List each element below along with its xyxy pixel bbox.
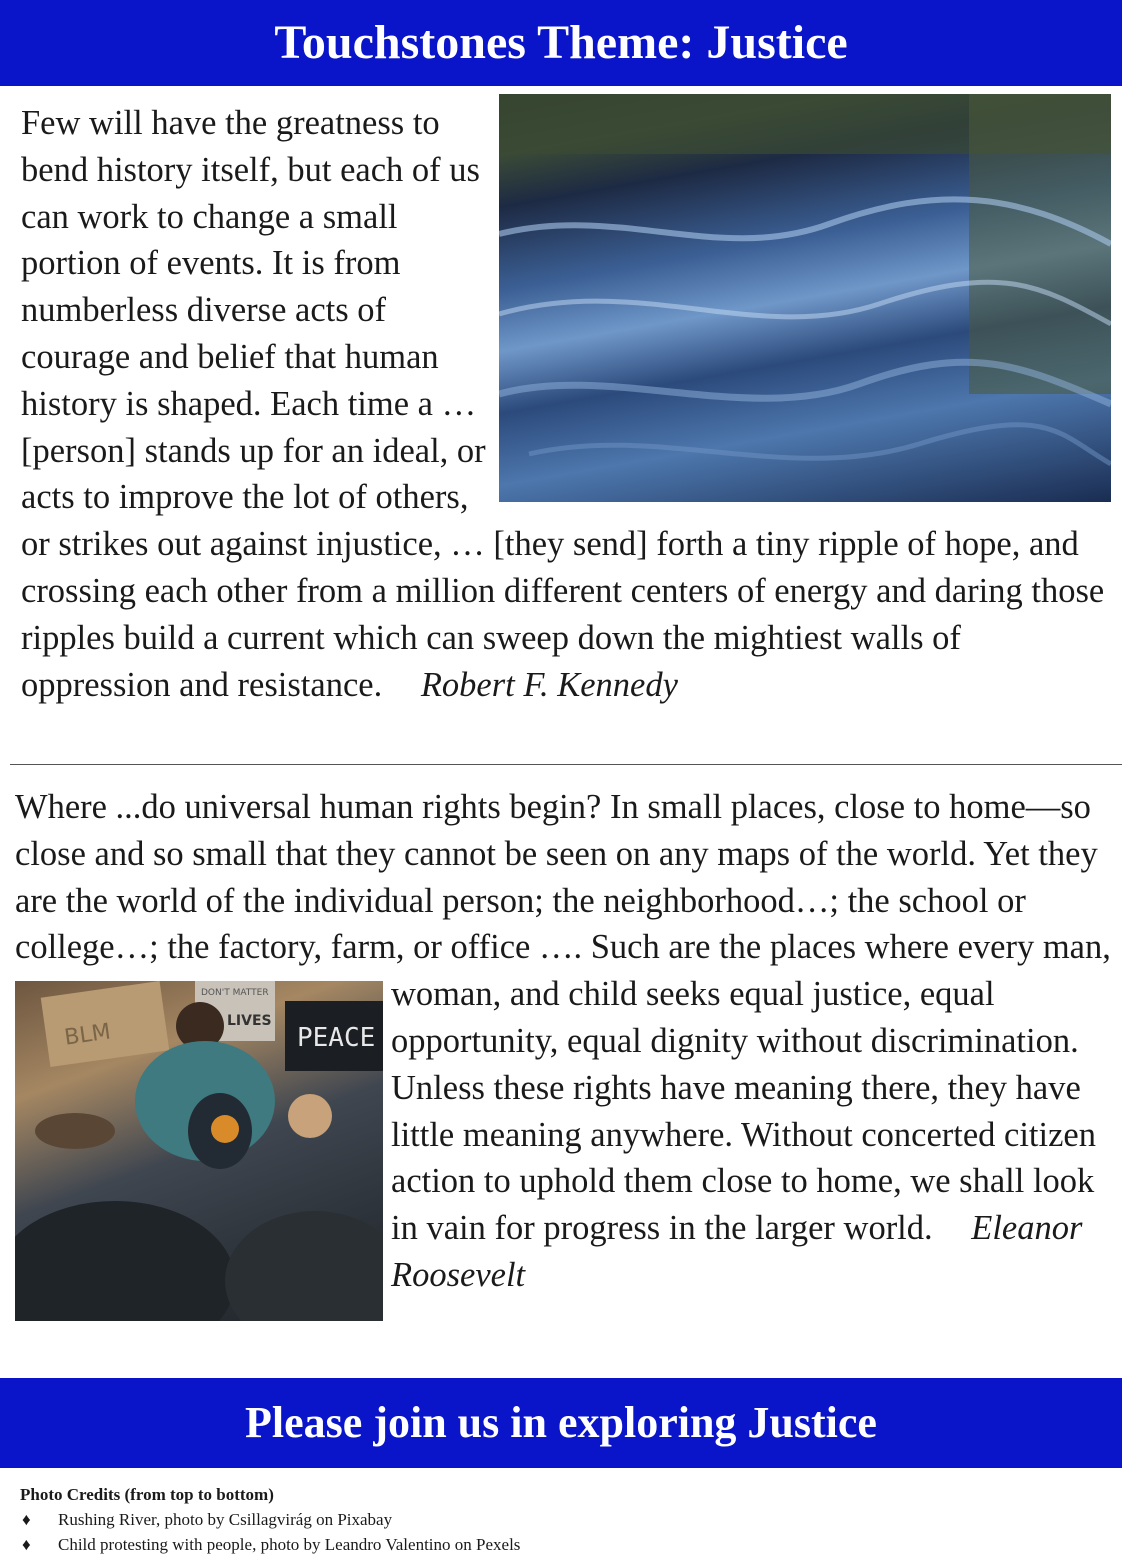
roosevelt-quote-text-before: Where ...do universal human rights begin? In small places, close to home—so close and so small that they cannot be seen on any maps of the world. Yet they are the world of the individual person; the neighborhood…; the school or college…; the factory, farm, or office …. Such are the places where every man, woman, and child bbox=[15, 788, 1111, 1014]
roosevelt-quote-text-after: seeks equal justice, equal opportunity, equal dignity without discrimination. Unless these rights have meaning there, they have little meaning anywhere. Without concerted citizen action to uphold them close to home, we shall look in vain for progress in the larger world. bbox=[391, 975, 1096, 1248]
invitation-banner: Please join us in exploring Justice bbox=[0, 1378, 1122, 1468]
photo-credit-item: ♦ Rushing River, photo by Csillagvirág on Pixabay bbox=[20, 1507, 520, 1532]
sign-peace: PEACE bbox=[297, 1023, 376, 1054]
kennedy-quote-text: Few will have the greatness to bend history itself, but each of us can work to change a small portion of events. It is from numberless diverse acts of courage and belief that human history is shaped. Each time a … [person] stands up for an ideal, or acts to improve the lot of others, or strikes out against injustice, … [they send] forth a tiny ripple of hope, and crossing each other from a million different centers of energy and daring those ripples build a current which can sweep down the mightiest walls of oppression and resistance. bbox=[21, 104, 1105, 704]
section-divider bbox=[10, 764, 1122, 765]
photo-credits bbox=[20, 1482, 520, 1557]
sign-lives: LIVES bbox=[227, 1013, 272, 1030]
kennedy-author: Robert F. Kennedy bbox=[420, 665, 678, 704]
roosevelt-quote bbox=[15, 784, 1115, 1325]
kennedy-quote bbox=[21, 100, 1111, 708]
photo-credits-heading: Photo Credits (from top to bottom) bbox=[20, 1485, 274, 1504]
page-title: Touchstones Theme: Justice bbox=[0, 0, 1122, 86]
sign-blm: BLM bbox=[62, 1019, 113, 1051]
photo-credit-item: ♦ Child protesting with people, photo by Leandro Valentino on Pexels bbox=[20, 1532, 520, 1557]
rushing-river-photo bbox=[499, 94, 1111, 502]
protest-crowd-photo bbox=[15, 981, 383, 1321]
roosevelt-author: Eleanor Roosevelt bbox=[391, 1209, 1083, 1294]
sign-dont-matter: DON'T MATTER bbox=[201, 988, 269, 999]
